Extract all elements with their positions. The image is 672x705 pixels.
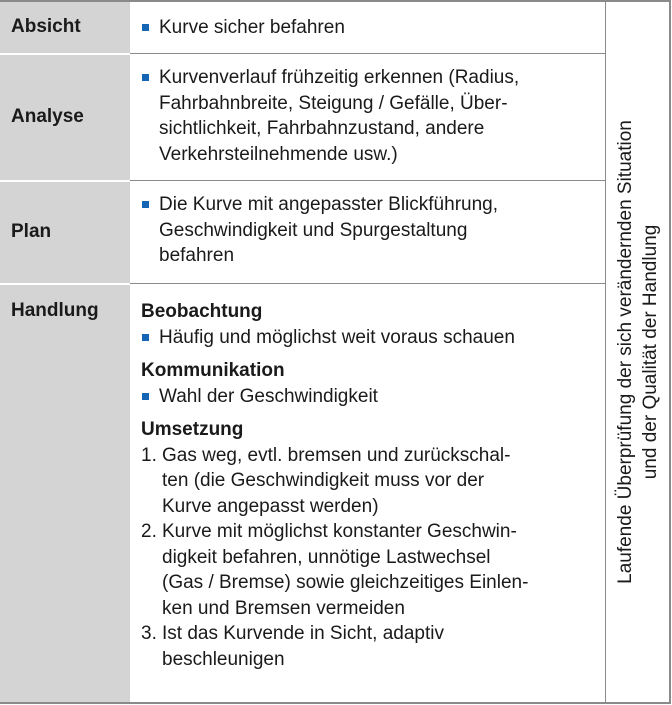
numbered-item: [141, 621, 591, 672]
section-heading: Kommunikation: [141, 360, 285, 381]
text-line: digkeit befahren, unnötige Lastwechsel: [162, 546, 491, 568]
item-number: 2.: [141, 521, 157, 542]
row-absicht: [0, 2, 605, 53]
side-note-column: [606, 2, 670, 702]
text-line: Kurvenverlauf frühzeitig erkennen (Radius,: [159, 67, 520, 88]
bullet-item: [141, 65, 591, 167]
text-line: Die Kurve mit angepasster Blickführung,: [159, 194, 498, 215]
bullet-item: Kurve sicher befahren: [141, 15, 591, 41]
side-note-text: [613, 120, 663, 584]
row-content: [141, 15, 591, 41]
text-line: befahren: [159, 245, 235, 266]
text-line: (Gas / Bremse) sowie gleichzeitiges Einlen-: [162, 572, 529, 593]
text-line: ten (die Geschwindigkeit muss vor der: [162, 470, 485, 491]
text-line: sichtlichkeit, Fahrbahnzustand, andere: [159, 118, 485, 139]
text-line: Kurve angepasst werden): [162, 495, 379, 517]
text-line: Ist das Kurvende in Sicht, adaptiv: [162, 623, 444, 644]
row-label: Plan: [11, 221, 52, 242]
section-heading: Beobachtung: [141, 301, 263, 322]
row-content: [141, 65, 591, 167]
bullet-item: [141, 192, 591, 269]
bullet-item: Häufig und möglichst weit voraus schauen: [141, 325, 591, 351]
text-line: beschleunigen: [162, 648, 285, 670]
row-analyse: [0, 55, 605, 180]
item-number: 3.: [141, 623, 157, 644]
text-line: Kurve mit möglichst konstanter Geschwin-: [162, 521, 517, 542]
text-line: ken und Bremsen vermeiden: [162, 597, 405, 619]
row-content: [141, 299, 591, 672]
row-handlung: [0, 285, 605, 703]
row-plan: [0, 182, 605, 283]
side-note-line: und der Qualität der Handlung: [640, 224, 661, 480]
bullet-item: Wahl der Geschwindigkeit: [141, 384, 591, 410]
numbered-item: [141, 519, 591, 621]
text-line: Geschwindigkeit und Spurgestaltung: [159, 219, 468, 241]
text-line: Verkehrsteilnehmende usw.): [159, 143, 398, 165]
row-label: Analyse: [11, 106, 84, 127]
row-label: Absicht: [11, 16, 81, 37]
section-heading: Umsetzung: [141, 419, 244, 440]
text-line: Gas weg, evtl. bremsen und zurückschal-: [162, 444, 511, 466]
text-line: Fahrbahnbreite, Steigung / Gefälle, Über-: [159, 92, 508, 114]
row-content: [141, 192, 591, 269]
numbered-item: [141, 443, 591, 520]
item-number: 1.: [141, 444, 157, 466]
side-note-line: Laufende Überprüfung der sich verändernden Situation: [615, 120, 636, 584]
row-label: Handlung: [11, 300, 99, 321]
